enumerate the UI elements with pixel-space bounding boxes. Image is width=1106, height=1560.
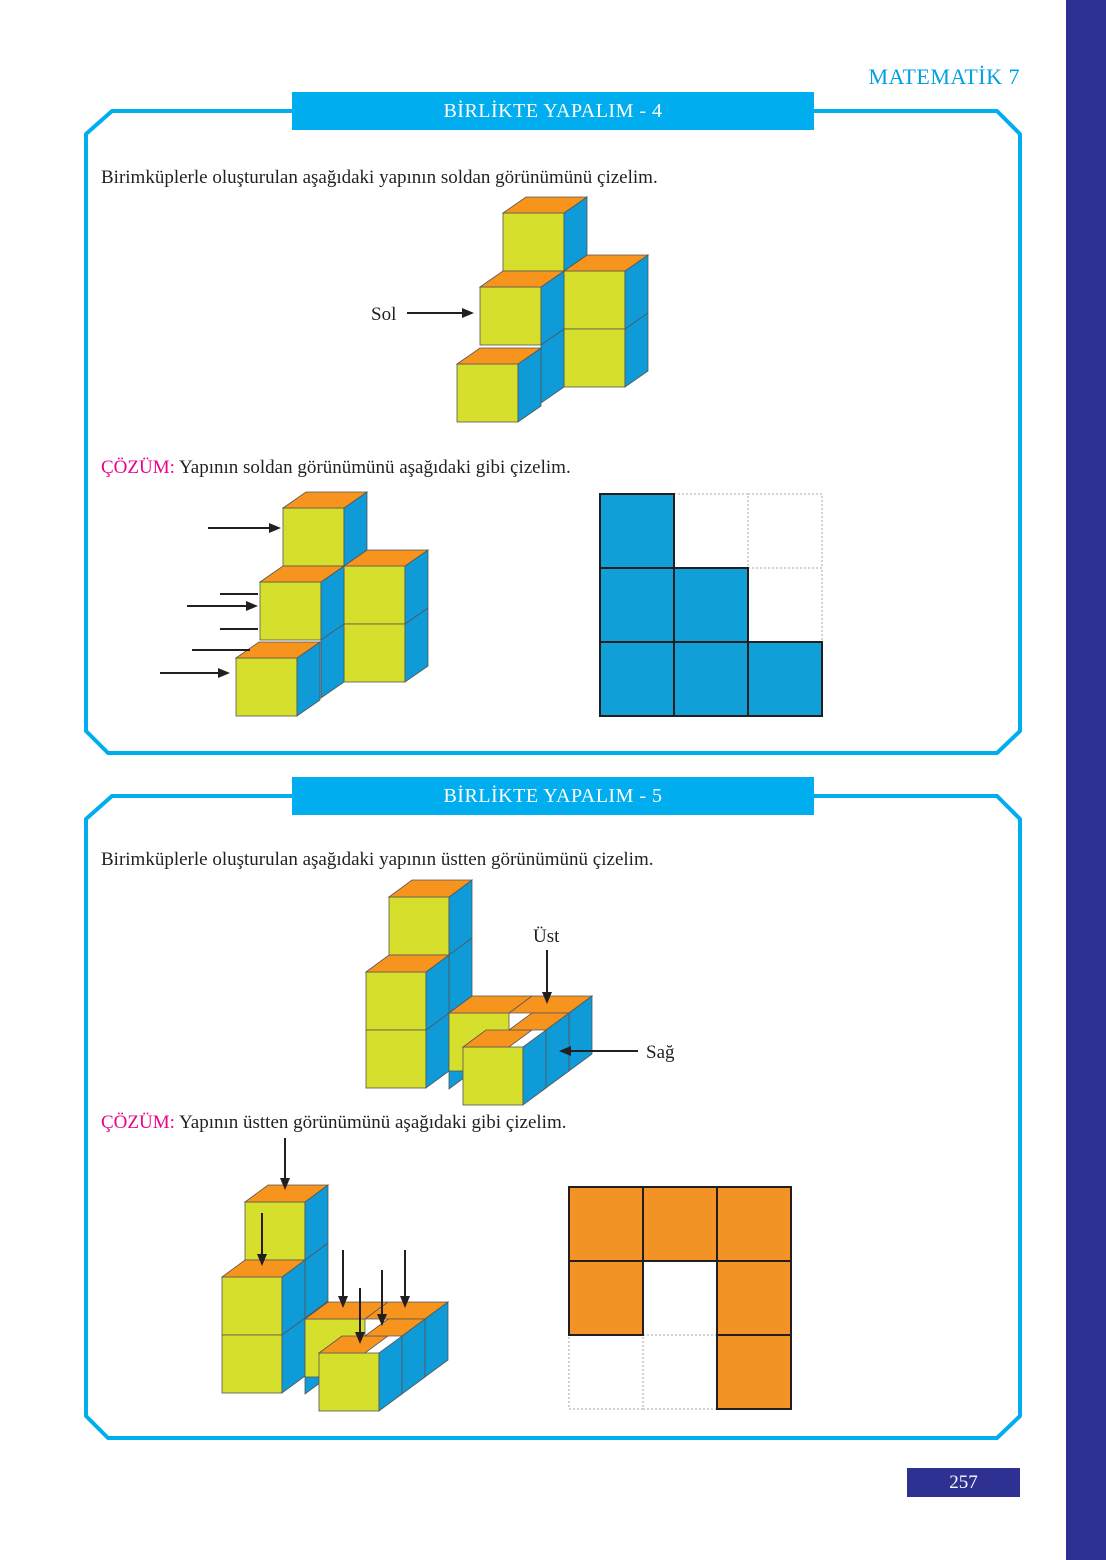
cube-column-back xyxy=(564,255,648,387)
cube-front xyxy=(236,642,320,716)
cube-top xyxy=(283,492,367,566)
cube-front xyxy=(457,348,541,422)
arrow-right-icon xyxy=(407,308,474,318)
section-4-banner: BİRLİKTE YAPALIM - 4 xyxy=(292,92,814,130)
solution-label: ÇÖZÜM: xyxy=(101,457,175,478)
arrow-left-icon xyxy=(559,1046,638,1056)
section-5-question: Birimküplerle oluşturulan aşağıdaki yapının üstten görünümünü çizelim. xyxy=(101,849,654,870)
cube-top xyxy=(503,197,587,271)
direction-label-left: Sol xyxy=(371,304,397,325)
section-5-banner: BİRLİKTE YAPALIM - 5 xyxy=(292,777,814,815)
section-4-cube-structure xyxy=(360,185,680,435)
section-4-solution-cubes xyxy=(150,480,450,725)
cube-column-back xyxy=(344,550,428,682)
left-view-grid xyxy=(596,490,826,720)
page-number: 257 xyxy=(907,1468,1020,1497)
section-5-solution-cubes xyxy=(215,1138,465,1423)
page-header: MATEMATİK 7 xyxy=(868,64,1020,89)
section-4-solution xyxy=(101,457,571,479)
solution-text: Yapının soldan görünümünü aşağıdaki gibi çizelim. xyxy=(174,457,571,478)
top-view-grid xyxy=(565,1183,797,1415)
direction-label-right: Sağ xyxy=(646,1042,675,1063)
solution-text: Yapının üstten görünümünü aşağıdaki gibi çizelim. xyxy=(174,1112,567,1133)
section-5-cube-structure xyxy=(360,870,690,1110)
section-5-solution xyxy=(101,1112,566,1134)
solution-label: ÇÖZÜM: xyxy=(101,1112,175,1133)
section-4-question: Birimküplerle oluşturulan aşağıdaki yapının soldan görünümünü çizelim. xyxy=(101,167,658,188)
direction-label-top: Üst xyxy=(533,926,560,947)
